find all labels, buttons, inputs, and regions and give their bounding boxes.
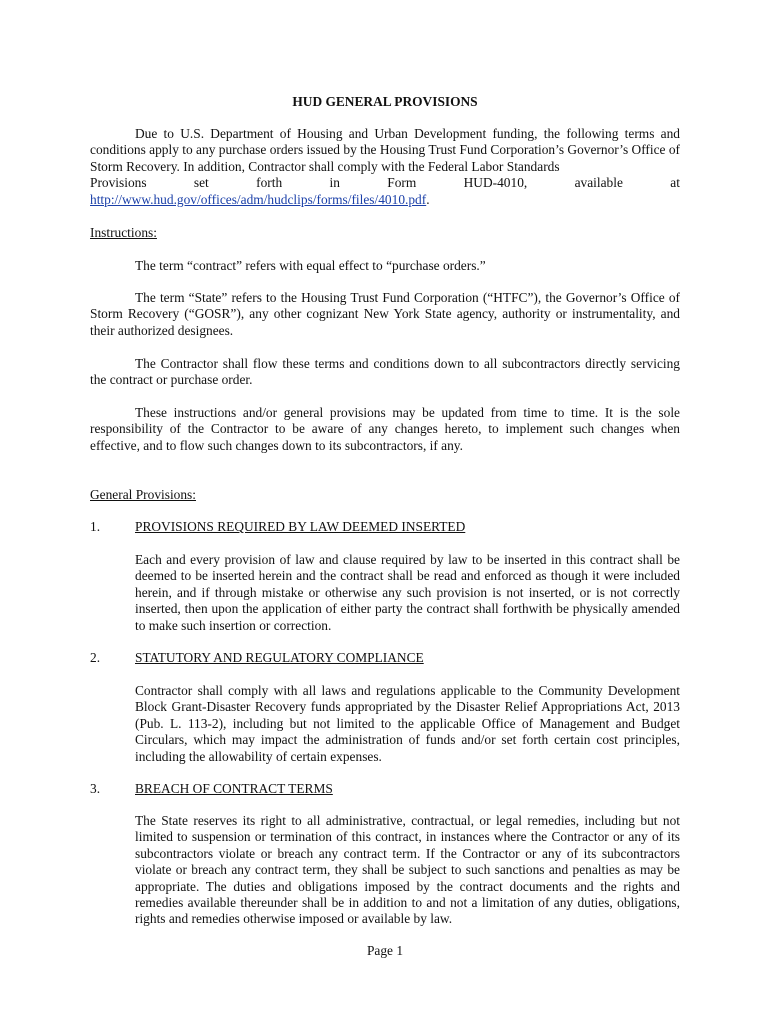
page-number: Page 1 [366, 943, 404, 958]
intro-word: at [670, 175, 680, 191]
instructions-paragraph-1: The term “contract” refers with equal effect to “purchase orders.” [135, 258, 486, 273]
intro-word: set [193, 175, 209, 191]
intro-period: . [426, 191, 430, 207]
hud-4010-link[interactable]: http://www.hud.gov/offices/adm/hudclips/forms/files/4010.pdf [90, 191, 427, 207]
instructions-paragraph-3: The Contractor shall flow these terms and conditions down to all subcontractors directly servicing the contract or purchase order. [90, 356, 680, 388]
instructions-paragraph-4: These instructions and/or general provisions may be updated from time to time. It is the sole responsibility of the Contractor to be aware of any changes hereto, to implement such changes when effective, and to flow such changes down to its subcontractors, if any. [90, 405, 680, 453]
intro-word: Form [387, 175, 417, 191]
provision-title: PROVISIONS REQUIRED BY LAW DEEMED INSERTED [135, 519, 466, 534]
instructions-paragraph-2: The term “State” refers to the Housing Trust Fund Corporation (“HTFC”), the Governor’s Office of Storm Recovery (“GOSR”), any other cognizant New York State agency, authority or instrumentality, and their authorized designees. [90, 290, 680, 338]
intro-word: in [329, 175, 340, 191]
provision-text: Each and every provision of law and clause required by law to be inserted in this contract shall be deemed to be inserted herein and the contract shall be read and enforced as though it were included herein, and if through mistake or otherwise any such provision is not inserted, or is not correctly inserted, then upon the application of either party the contract shall forthwith be physically amended to make such insertion or correction. [135, 552, 680, 633]
intro-spaced-line [90, 175, 680, 191]
intro-paragraph [90, 126, 680, 208]
provision-title: STATUTORY AND REGULATORY COMPLIANCE [135, 650, 424, 665]
intro-word: available [574, 175, 623, 191]
provision-text: Contractor shall comply with all laws and regulations applicable to the Community Development Block Grant-Disaster Recovery funds appropriated by the Disaster Relief Appropriations Act, 2013 (Pub. L. 113-2), including but not limited to the applicable Office of Management and Budget Circulars, which may impact the administration of funds and/or set forth certain cost principles, including the allowability of certain expenses. [135, 683, 680, 764]
provision-text: The State reserves its right to all administrative, contractual, or legal remedies, including but not limited to suspension or termination of this contract, in instances where the Contractor or any of its subcontractors violate or breach any contract term. If the Contractor or any of its subcontractors violate or breach any contract term, they shall be subject to such sanctions and penalties as may be appropriate. The duties and obligations imposed by the contract documents and the rights and remedies available thereunder shall be in addition to and not a limitation of any duties, obligations, rights and remedies otherwise imposed or available by law. [135, 813, 680, 927]
instructions-heading: Instructions: [90, 225, 157, 240]
intro-word: HUD-4010, [463, 175, 528, 191]
provision-number: 3. [90, 781, 101, 796]
provision-number: 2. [90, 650, 101, 665]
intro-word: Provisions [90, 175, 147, 191]
page-title: HUD GENERAL PROVISIONS [292, 94, 478, 109]
intro-link-line [90, 192, 680, 208]
provision-title: BREACH OF CONTRACT TERMS [135, 781, 333, 796]
intro-word: forth [256, 175, 283, 191]
intro-text: Due to U.S. Department of Housing and Urban Development funding, the following terms and conditions apply to any purchase orders issued by the Housing Trust Fund Corporation’s Governor’s Office of Storm Recovery. In addition, Contractor shall comply with the Federal Labor Standards [90, 126, 680, 174]
general-provisions-heading: General Provisions: [90, 487, 196, 502]
provision-number: 1. [90, 519, 101, 534]
